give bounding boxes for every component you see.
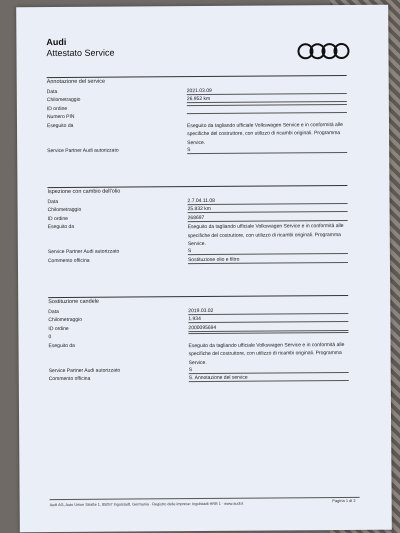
field-row <box>49 341 349 368</box>
field-value: 268697 <box>188 214 348 222</box>
field-label: ID ordine <box>47 215 68 222</box>
field-value: Eseguito da tagliando ufficiale Volkswagen Service e in conformità alle specifiche del costruttore, con utilizzo di ricambi originali. Programma Service. <box>187 223 344 248</box>
field-value: S <box>189 366 349 374</box>
field-row <box>49 374 349 384</box>
field-row <box>47 146 347 156</box>
field-value: 2000095694 <box>188 324 348 332</box>
service-certificate-page <box>16 5 392 533</box>
field-value: S <box>187 146 347 154</box>
field-label: Chilometraggio <box>47 207 82 214</box>
document-title: Attestato Service <box>46 47 115 59</box>
field-value <box>187 104 347 106</box>
field-label: Service Partner Audi autorizzato <box>47 147 119 154</box>
footer-text: Audi AG, Auto Union Straße 1, 85057 Ingolstadt, Germania · Registro delle imprese: Ingolstadt HRB 1 · www.audi.it <box>50 497 360 507</box>
field-label: Chilometraggio <box>46 97 81 104</box>
field-value: 1.934 <box>188 315 348 323</box>
field-label: Data <box>48 309 59 316</box>
page-number: Pagina 1 di 2 <box>332 497 356 504</box>
field-value: 2021.03.09 <box>187 87 347 95</box>
field-value: 25.832 km <box>188 205 348 213</box>
field-value: Eseguito da tagliando ufficiale Volkswagen Service e in conformità alle specifiche del costruttore, con utilizzo di ricambi originali. Programma Service. <box>188 341 345 366</box>
field-value: S <box>188 247 348 255</box>
field-label: Commento officina <box>48 375 91 383</box>
field-label: Commento officina <box>47 257 90 264</box>
field-value: Eseguito da tagliando ufficiale Volkswagen Service e in conformità alle specifiche del costruttore, con utilizzo di ricambi originali. Programma Service. <box>186 121 343 146</box>
field-label: ID ordine <box>46 105 68 112</box>
section-title: Sostituzione candele <box>48 295 348 309</box>
field-label: Service Partner Audi autorizzato <box>47 248 120 256</box>
field-value: 2.7.04.11.08 <box>188 197 348 205</box>
section-title: Annotazione del service <box>47 75 347 89</box>
field-label: Numero PIN <box>46 114 75 121</box>
field-label: Data <box>47 199 59 206</box>
field-label: ID ordine <box>48 325 69 332</box>
field-label: Service Partner Audi autorizzato <box>48 367 121 374</box>
field-value: Sostituzione olio e filtro <box>188 256 348 264</box>
section-2 <box>47 185 348 266</box>
brand-name: Audi <box>46 36 67 48</box>
field-label: Eseguito da <box>46 122 74 129</box>
field-label: Eseguito da <box>47 224 75 231</box>
field-label: Chilometraggio <box>48 317 83 324</box>
field-row <box>48 222 348 249</box>
field-row <box>47 121 347 148</box>
field-value: 2019.03.02 <box>188 307 348 315</box>
section-1 <box>47 75 348 156</box>
field-value: S. Annotazione del service <box>189 374 349 382</box>
audi-rings-icon <box>296 41 350 61</box>
field-label: Eseguito da <box>48 342 75 349</box>
field-label: 0 <box>48 334 52 341</box>
field-label: Data <box>46 89 58 96</box>
field-value: 26.952 km <box>187 95 347 103</box>
section-title: Ispezione con cambio dell'olio <box>47 185 347 199</box>
field-value <box>188 332 348 334</box>
field-row <box>48 256 348 266</box>
field-value <box>187 112 347 114</box>
section-3 <box>48 295 349 384</box>
